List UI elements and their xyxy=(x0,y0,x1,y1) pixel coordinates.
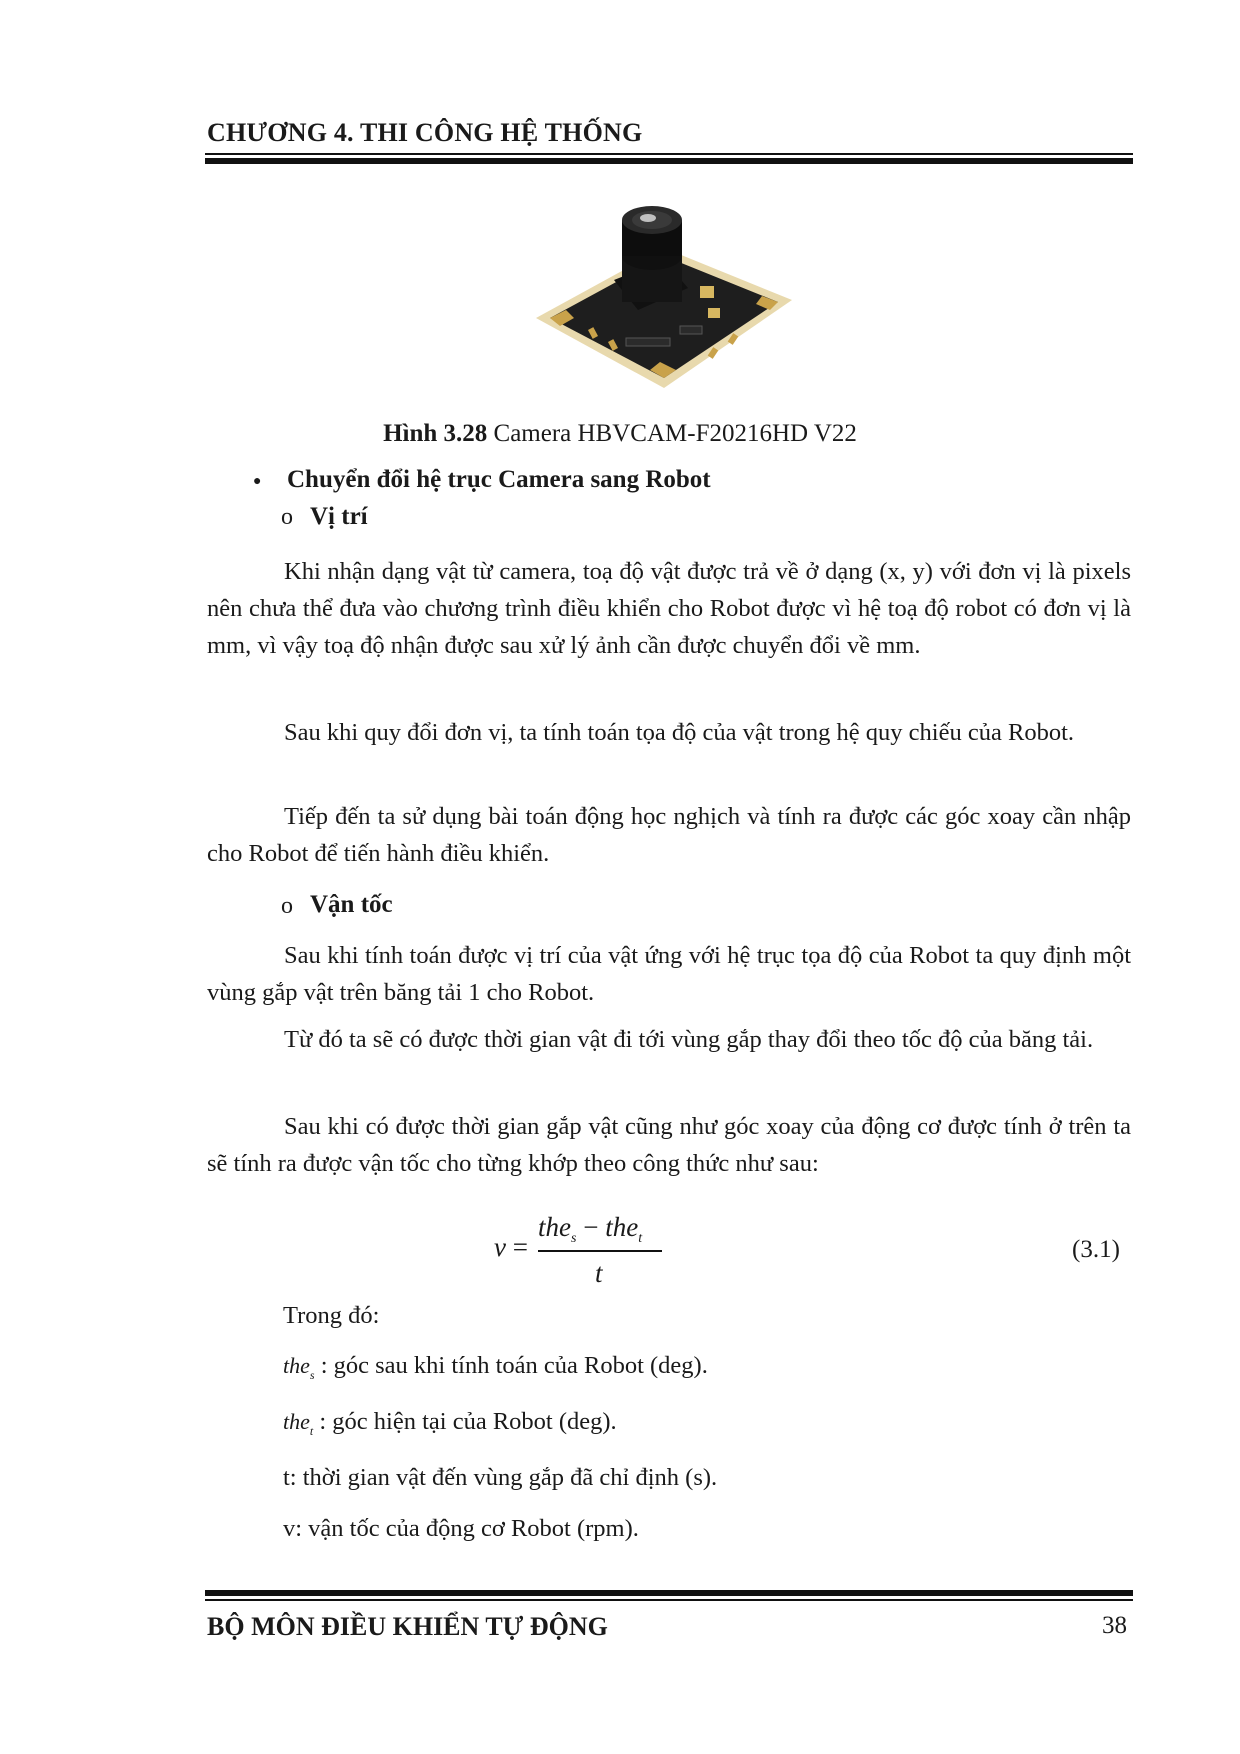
page-number: 38 xyxy=(1102,1612,1127,1639)
paragraph-3: Tiếp đến ta sử dụng bài toán động học nghịch và tính ra được các góc xoay cần nhập cho Robot để tiến hành điều khiển. xyxy=(207,803,1131,867)
paragraph-4: Sau khi tính toán được vị trí của vật ứng với hệ trục tọa độ của Robot ta quy định một vùng gắp vật trên băng tải 1 cho Robot. xyxy=(207,942,1131,1006)
footer-rule-thick xyxy=(205,1590,1133,1596)
bullet-marker: ● xyxy=(253,474,262,489)
figure-caption xyxy=(0,420,1240,448)
definition-the-t: the$_t$ : góc hiện tại của Robot (deg). xyxy=(283,1408,617,1438)
header-rule-thin xyxy=(205,153,1133,155)
sub-marker-1: o xyxy=(281,504,293,530)
paragraph-2: Sau khi quy đổi đơn vị, ta tính toán tọa độ của vật trong hệ quy chiếu của Robot. xyxy=(284,719,1075,746)
formula-lhs: v = xyxy=(494,1232,528,1262)
footer-rule-thin xyxy=(205,1599,1133,1601)
definitions-intro: Trong đó: xyxy=(283,1302,380,1329)
definition-the-s: the$_s$ : góc sau khi tính toán của Robot (deg). xyxy=(283,1352,708,1382)
chapter-title: CHƯƠNG 4. THI CÔNG HỆ THỐNG xyxy=(207,118,643,147)
subsection-heading-velocity: Vận tốc xyxy=(310,891,393,918)
formula-fraction-bar xyxy=(538,1250,662,1252)
section-heading: Chuyển đổi hệ trục Camera sang Robot xyxy=(287,466,711,493)
definition-v: v: vận tốc của động cơ Robot (rpm). xyxy=(283,1515,639,1542)
equation-number: (3.1) xyxy=(1072,1236,1120,1263)
paragraph-1: Khi nhận dạng vật từ camera, toạ độ vật được trả về ở dạng (x, y) với đơn vị là pixels nên chưa thể đưa vào chương trình điều khiển cho Robot được vì hệ toạ độ robot có đơn vị là mm, vì vậy toạ độ nhận được sau xử lý ảnh cần được chuyển đổi về mm. xyxy=(207,558,1131,659)
paragraph-6: Sau khi có được thời gian gắp vật cũng như góc xoay của động cơ được tính ở trên ta sẽ tính ra được vận tốc cho từng khớp theo công thức như sau: xyxy=(207,1113,1131,1177)
caption-label: Hình 3.28 xyxy=(383,420,488,447)
formula-denominator: t xyxy=(595,1258,603,1288)
definition-t: t: thời gian vật đến vùng gắp đã chỉ định (s). xyxy=(283,1464,718,1491)
caption-text: Camera HBVCAM-F20216HD V22 xyxy=(487,420,857,447)
camera-module-image xyxy=(530,198,798,398)
header-rule-thick xyxy=(205,158,1133,164)
paragraph-5: Từ đó ta sẽ có được thời gian vật đi tới vùng gắp thay đổi theo tốc độ của băng tải. xyxy=(284,1026,1094,1053)
subsection-heading-position: Vị trí xyxy=(310,503,368,530)
department-name: BỘ MÔN ĐIỀU KHIỂN TỰ ĐỘNG xyxy=(207,1612,608,1641)
formula-numerator: the$_s$ − the$_t$ xyxy=(538,1212,643,1246)
sub-marker-2: o xyxy=(281,893,293,919)
